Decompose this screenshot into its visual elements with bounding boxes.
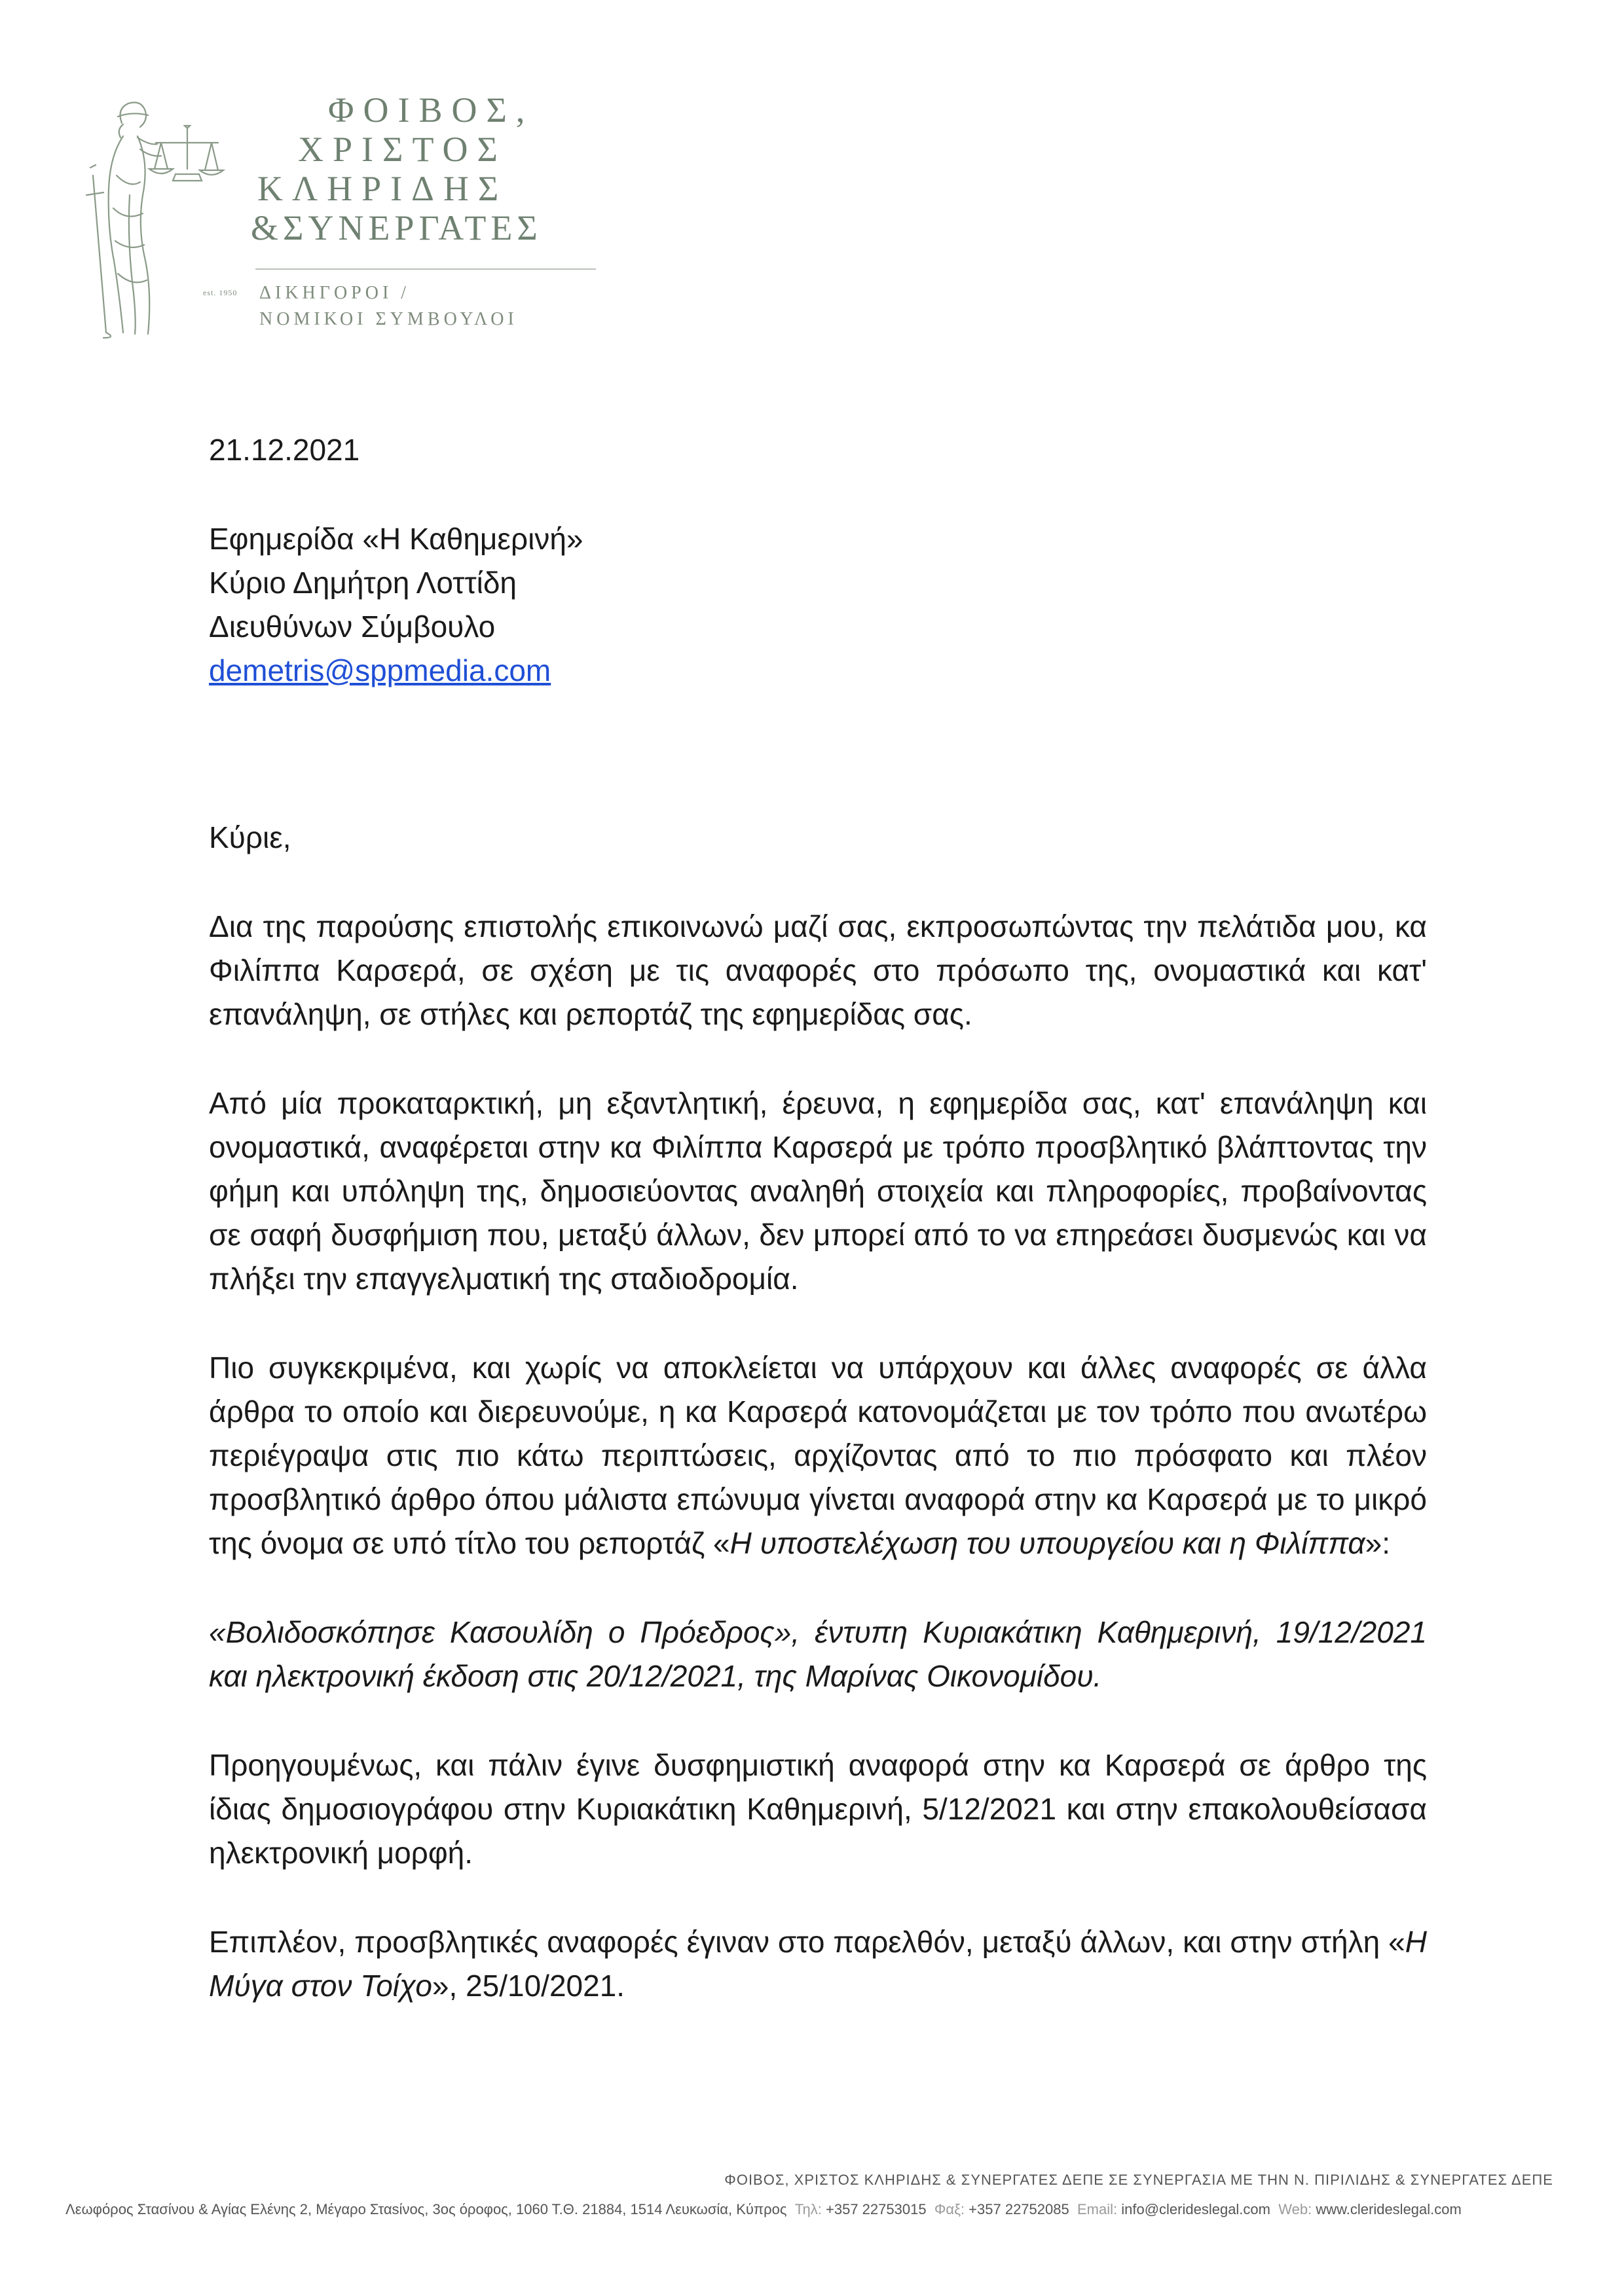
salutation: Κύριε, (209, 820, 291, 854)
footer-address: Λεωφόρος Στασίνου & Αγίας Ελένης 2, Μέγαρο Σταsίνος, 3ος όροφος, 1060 Τ.Θ. 21884, 1514 Λευκωσία, Κύπρος (65, 2201, 787, 2217)
recipient-newspaper: Εφημερίδα «Η Καθημερινή» (209, 522, 583, 556)
letter-body (209, 905, 1427, 2053)
firm-subtitle-line-2: ΝΟΜΙΚΟΙ ΣΥΜΒΟΥΛΟΙ (259, 309, 518, 329)
paragraph-6 (209, 1920, 1427, 2008)
footer-firm-line: ΦΟΙΒΟΣ, ΧΡΙΣΤΟΣ ΚΛΗΡΙΔΗΣ & ΣΥΝΕΡΓΑΤΕΣ ΔΕΠΕ ΣΕ ΣΥΝΕΡΓΑΣΙΑ ΜΕ ΤΗΝ Ν. ΠΙΡΙΛΙΔΗΣ & ΣΥΝΕΡΓΑΤΕΣ ΔΕΠΕ (724, 2172, 1553, 2188)
footer-email-label: Email: (1077, 2201, 1118, 2217)
paragraph-3 (209, 1346, 1427, 1565)
firm-subtitle (259, 280, 518, 333)
lady-justice-icon (77, 97, 228, 339)
firm-name (251, 90, 618, 247)
paragraph-6-end: », 25/10/2021. (432, 1969, 625, 2003)
footer-fax-label: Φαξ: (934, 2201, 965, 2217)
recipient-block (209, 517, 583, 693)
footer-tel: +357 22753015 (826, 2201, 927, 2217)
recipient-title: Διευθύνων Σύμβουλο (209, 610, 496, 644)
firm-subtitle-line-1: ΔΙΚΗΓΟΡΟΙ / (259, 283, 411, 303)
paragraph-2: Από μία προκαταρκτική, μη εξαντλητική, έρευνα, η εφημερίδα σας, κατ' επανάληψη και ονομαστικά, αναφέρεται στην κα Φιλίππα Καρσερά με τρόπο προσβλητικό βλάπτοντας την φήμη και υπόληψη της, δημοσιεύοντας αναληθή στοιχεία και πληροφορίες, προβαίνοντας σε σαφή δυσφήμιση που, μεταξύ άλλων, δεν μπορεί από το να επηρεάσει δυσμενώς και να πλήξει την επαγγελματική της σταδιοδρομία. (209, 1086, 1427, 1296)
footer-contact-line (65, 2201, 1462, 2218)
firm-name-line-3: ΚΛΗΡΙΔΗΣ (257, 169, 508, 208)
firm-name-line-1: ΦΟΙΒΟΣ, (328, 90, 534, 130)
firm-name-line-2: ΧΡΙΣΤΟΣ (298, 130, 507, 169)
recipient-email-link[interactable]: demetris@sppmedia.com (209, 653, 551, 687)
firm-logo (77, 90, 549, 339)
paragraph-3-end: »: (1365, 1526, 1390, 1560)
recipient-name: Κύριο Δημήτρη Λοττίδη (209, 566, 517, 600)
paragraph-6-text: Επιπλέον, προσβλητικές αναφορές έγιναν στο παρελθόν, μεταξύ άλλων, και στην στήλη « (209, 1925, 1405, 1959)
footer-tel-label: Τηλ: (794, 2201, 822, 2217)
article-subtitle-italic: Η υποστελέχωση του υπουργείου και η Φιλίππα (729, 1526, 1365, 1560)
paragraph-5: Προηγουμένως, και πάλιν έγινε δυσφημιστική αναφορά στην κα Καρσερά σε άρθρο της ίδιας δημοσιογράφου στην Κυριακάτικη Καθημερινή, 5/12/2021 και στην επακολουθείσασα ηλεκτρονική μορφή. (209, 1748, 1427, 1870)
firm-name-line-4: &ΣΥΝΕΡΓΑΤΕΣ (251, 208, 542, 247)
letter-date: 21.12.2021 (209, 433, 360, 467)
paragraph-3-text: Πιο συγκεκριμένα, και χωρίς να αποκλείεται να υπάρχουν και άλλες αναφορές σε άλλα άρθρα το οποίο και διερευνούμε, η κα Καρσερά κατονομάζεται με τον τρόπο που ανωτέρω περιέγραψα στις πιο κάτω περιπτώσεις, αρχίζοντας από το πιο πρόσφατο και πλέον προσβλητικό άρθρο όπου μάλιστα επώνυμα γίνεται αναφορά στην κα Καρσερά με το μικρό της όνομα σε υπό τίτλο του ρεπορτάζ « (209, 1351, 1427, 1560)
column-name-italic: Η Μύγα στον Τοίχο (209, 1925, 1427, 2003)
article-citation: «Βολιδοσκόπησε Κασουλίδη ο Πρόεδρος», έντυπη Κυριακάτικη Καθημερινή, 19/12/2021 και ηλεκτρονική έκδοση στις 20/12/2021, της Μαρίνας Οικονομίδου. (209, 1615, 1427, 1693)
paragraph-1: Δια της παρούσης επιστολής επικοινωνώ μαζί σας, εκπροσωπώντας την πελάτιδα μου, κα Φιλίππα Καρσερά, σε σχέση με τις αναφορές στο πρόσωπο της, ονομαστικά και κατ' επανάληψη, σε στήλες και ρεπορτάζ της εφημερίδας σας. (209, 909, 1427, 1031)
footer-web-label: Web: (1278, 2201, 1312, 2217)
footer-fax: +357 22752085 (969, 2201, 1069, 2217)
logo-divider (255, 268, 596, 270)
established-mark: est. 1950 (203, 288, 238, 297)
footer-email: info@cleridеslegal.com (1121, 2201, 1270, 2217)
footer-web: www.clerideslegal.com (1316, 2201, 1462, 2217)
